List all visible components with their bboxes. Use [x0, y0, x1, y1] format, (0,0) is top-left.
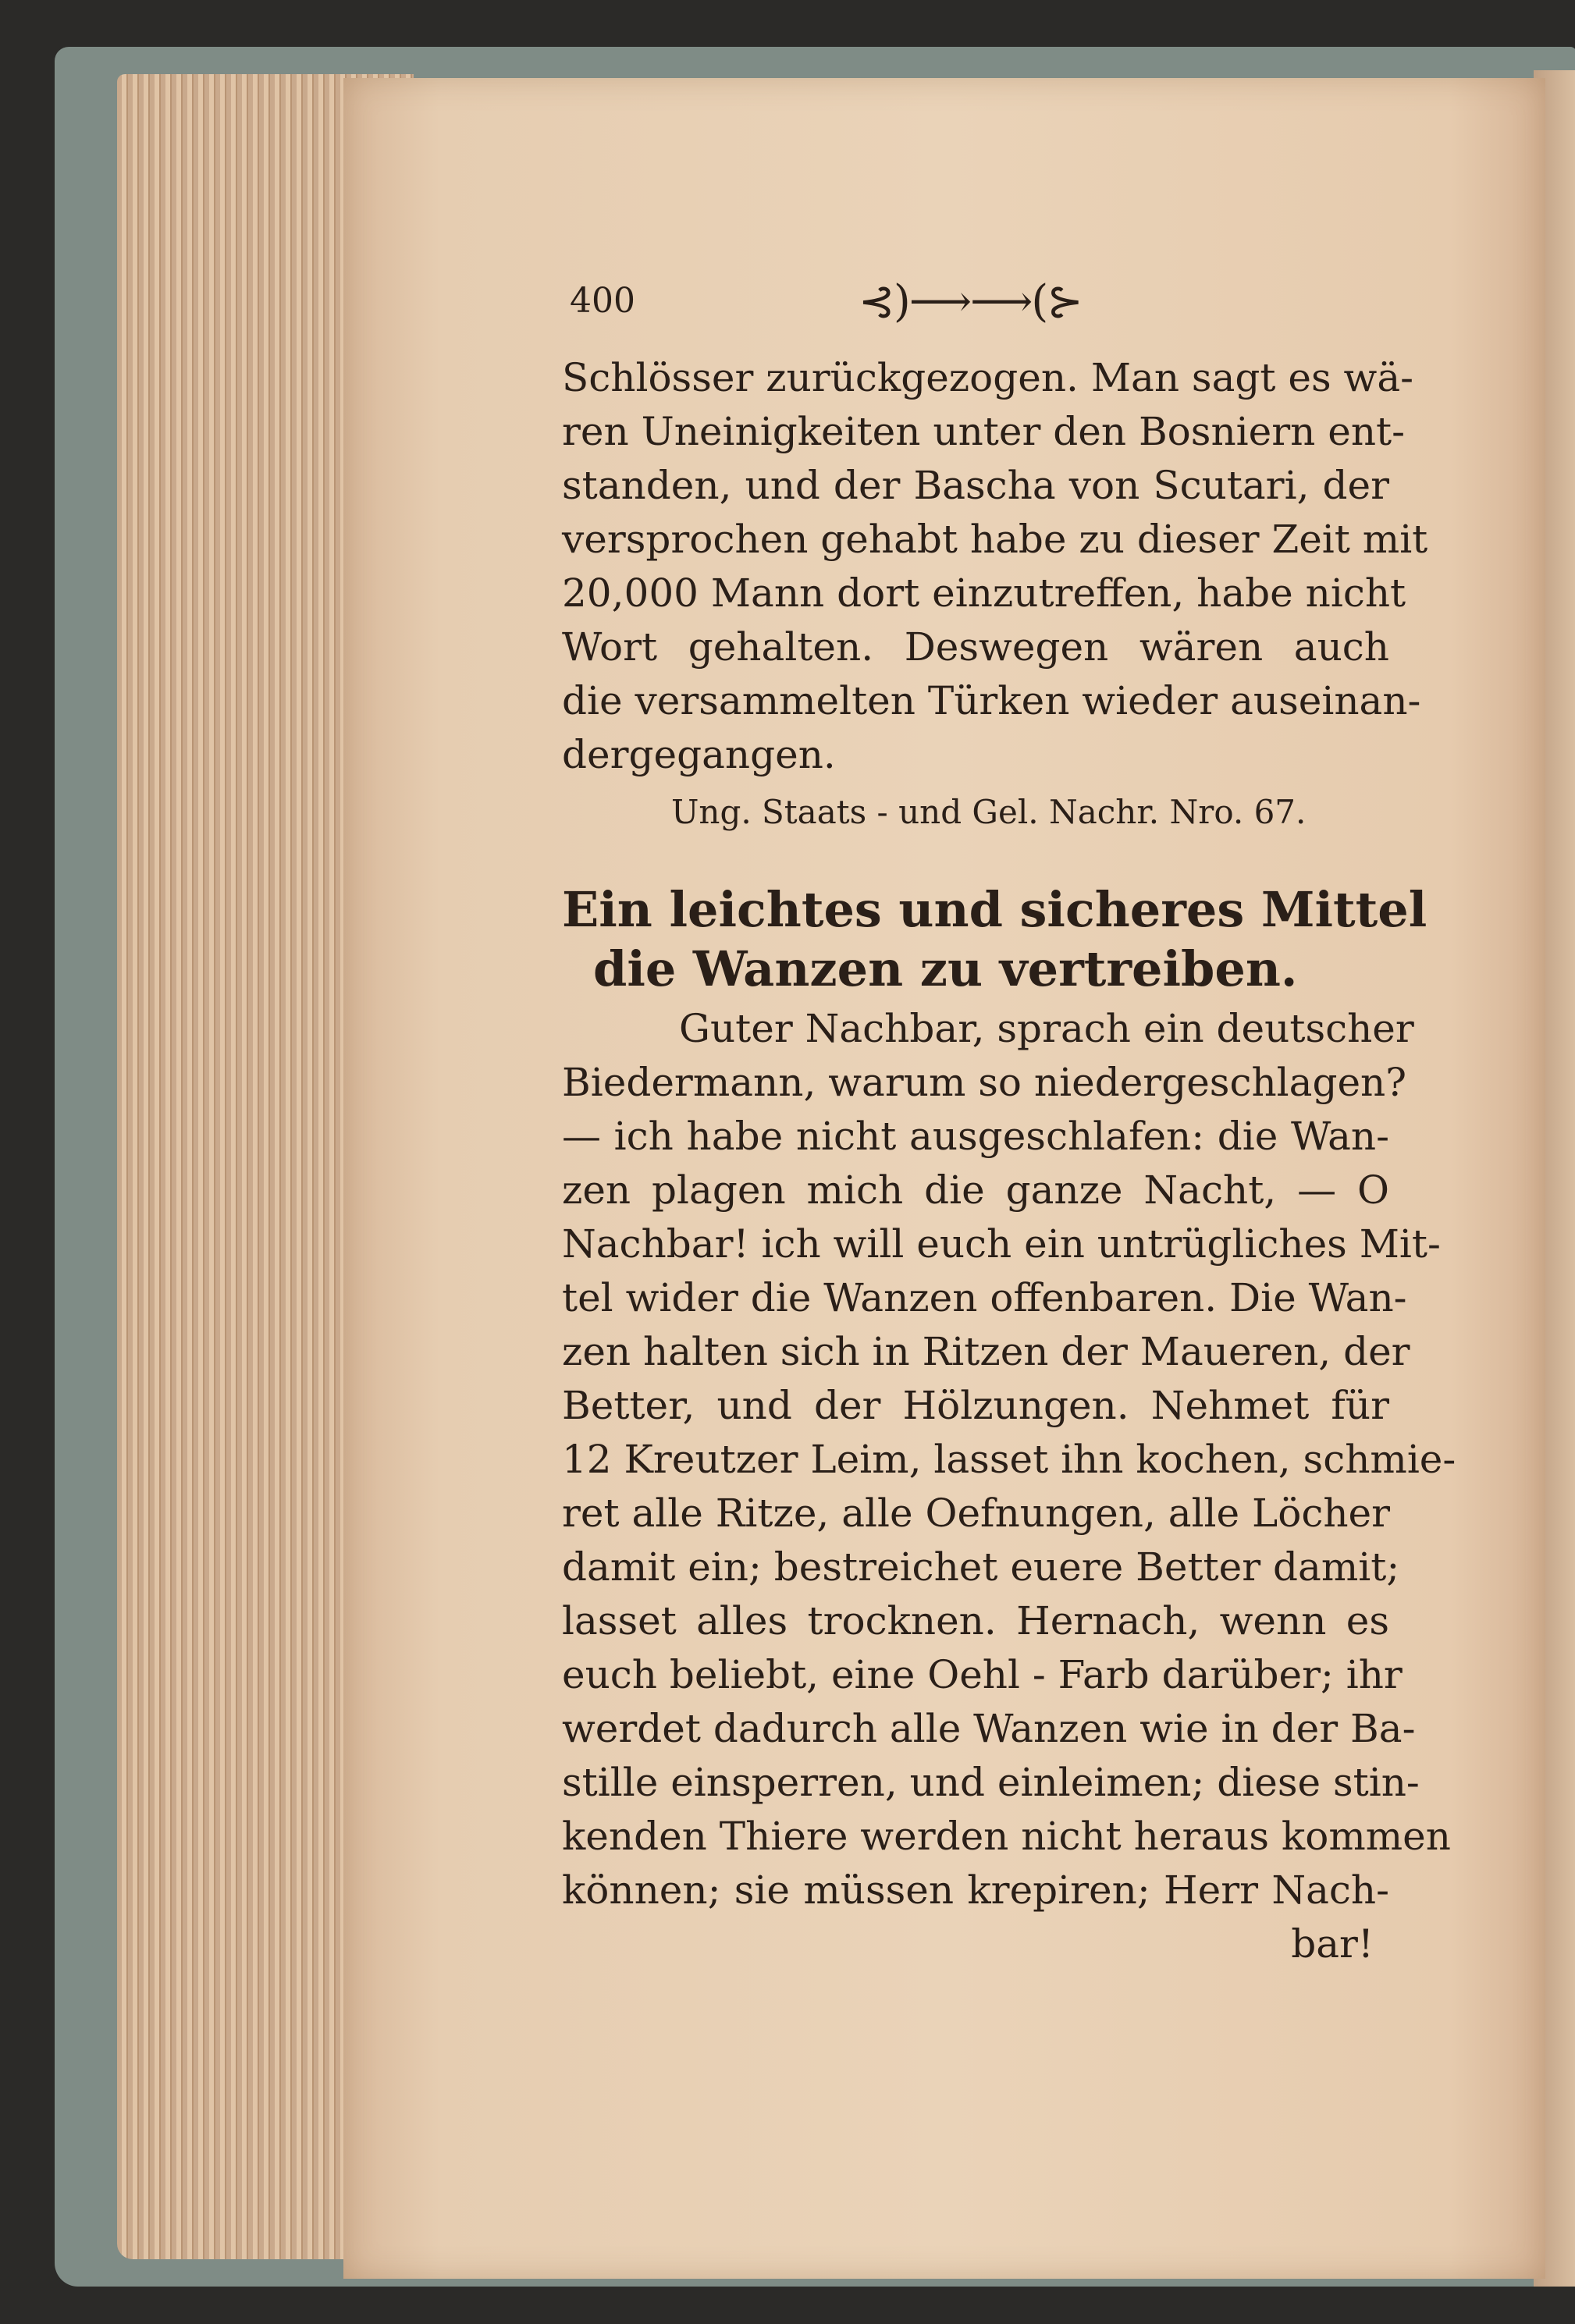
text-line: Wort gehalten. Deswegen wären auch — [562, 624, 1389, 670]
text-line: ren Uneinigkeiten unter den Bosniern ent- — [562, 409, 1406, 454]
text-line: Better, und der Hölzungen. Nehmet für — [562, 1383, 1389, 1428]
text-line: ret alle Ritze, alle Oefnungen, alle Löcher — [562, 1491, 1391, 1536]
text-line: standen, und der Bascha von Scutari, der — [562, 463, 1389, 508]
catchword: bar! — [1291, 1921, 1374, 1967]
text-line: Nachbar! ich will euch ein untrügliches Mit- — [562, 1221, 1441, 1267]
text-line: — ich habe nicht ausgeschlafen: die Wan- — [562, 1114, 1389, 1159]
text-line: damit ein; bestreichet euere Better damit; — [562, 1544, 1400, 1590]
text-line: euch beliebt, eine Oehl - Farb darüber; ihr — [562, 1652, 1403, 1697]
title-line-1: Ein leichtes und sicheres Mittel — [562, 881, 1427, 938]
text-line: Guter Nachbar, sprach ein deutscher — [679, 1006, 1414, 1051]
header-ornament: ⊰)⟶⟶(⊱ — [859, 276, 1083, 327]
paragraph-1 — [562, 351, 1428, 782]
text-line: stille einsperren, und einleimen; diese stin- — [562, 1760, 1420, 1805]
text-line: zen halten sich in Ritzen der Maueren, der — [562, 1329, 1410, 1374]
text-line: lasset alles trocknen. Hernach, wenn es — [562, 1598, 1389, 1644]
text-line: 20,000 Mann dort einzutreffen, habe nicht — [562, 570, 1406, 616]
page-header — [562, 273, 1389, 351]
source-citation: Ung. Staats - und Gel. Nachr. Nro. 67. — [671, 793, 1307, 831]
text-line: kenden Thiere werden nicht heraus kommen — [562, 1814, 1451, 1859]
text-line: die versammelten Türken wieder auseinan- — [562, 678, 1421, 723]
text-line: werdet dadurch alle Wanzen wie in der Ba- — [562, 1706, 1416, 1751]
text-line: 12 Kreutzer Leim, lasset ihn kochen, schmie- — [562, 1437, 1456, 1482]
page-number: 400 — [570, 281, 635, 321]
page-text — [562, 273, 1456, 1971]
title-line-2: die Wanzen zu vertreiben. — [593, 940, 1298, 997]
text-line: zen plagen mich die ganze Nacht, — O — [562, 1167, 1389, 1213]
text-line: versprochen gehabt habe zu dieser Zeit mit — [562, 517, 1428, 562]
article-title — [562, 880, 1427, 999]
text-line: können; sie müssen krepiren; Herr Nach- — [562, 1867, 1389, 1913]
text-line: Biedermann, warum so niedergeschlagen? — [562, 1060, 1407, 1105]
text-line: dergegangen. — [562, 732, 836, 777]
text-line: Schlösser zurückgezogen. Man sagt es wä- — [562, 355, 1414, 400]
paragraph-2 — [562, 1002, 1456, 1971]
text-line: tel wider die Wanzen offenbaren. Die Wan- — [562, 1275, 1407, 1320]
